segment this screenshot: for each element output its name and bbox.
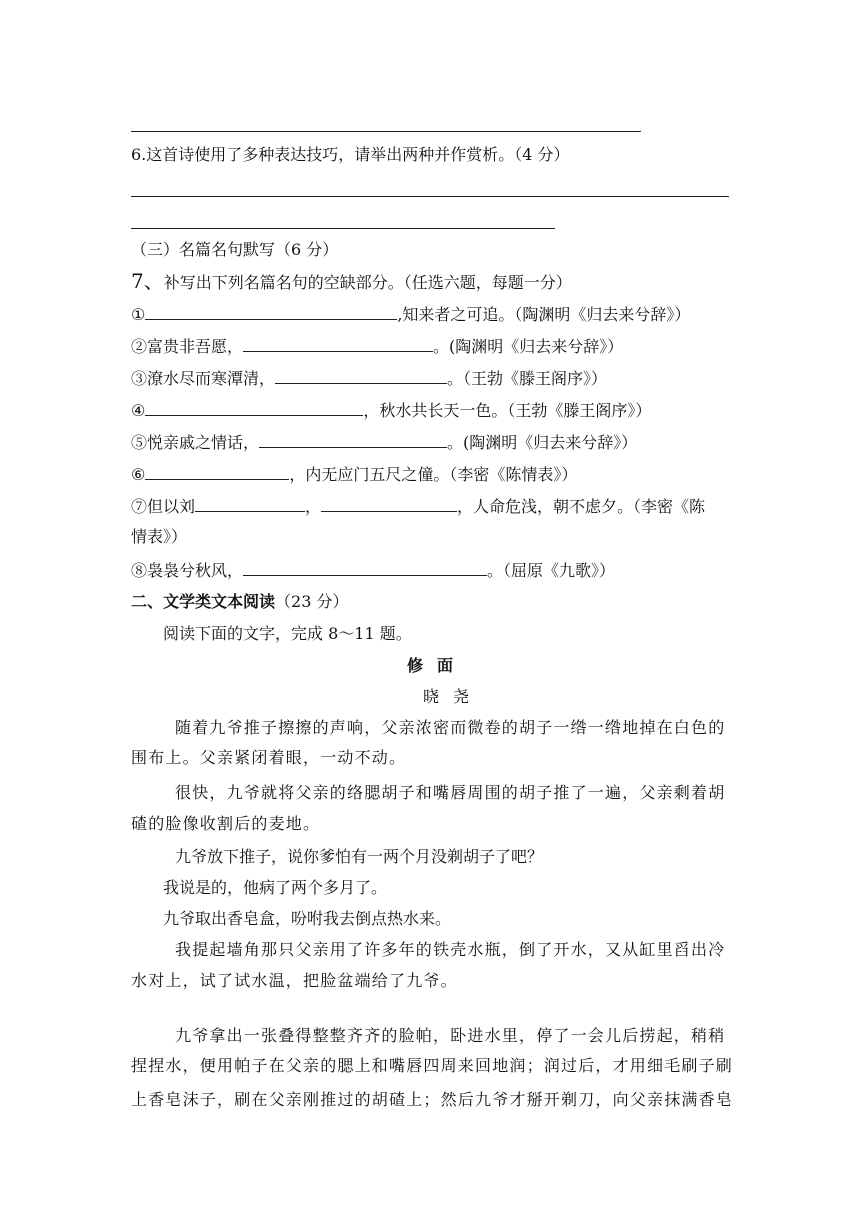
paragraph-3: 九爷放下推子，说你爹怕有一两个月没剃胡子了吧？ [175,847,544,866]
paragraph-2-line-1: 很快，九爷就将父亲的络腮胡子和嘴唇周围的胡子推了一遍，父亲剩着胡 [175,783,726,802]
paragraph-6-line-1: 我提起墙角那只父亲用了许多年的铁壳水瓶，倒了开水，又从缸里舀出冷 [175,940,726,959]
answer-line [131,196,729,197]
fill-item-7: ⑦但以刘 ， ，人命危浅，朝不虑夕。（李密《陈 [131,497,706,516]
section-heading-3: （三）名篇名句默写（6 分） [131,240,339,259]
question-7-number: 7、 [131,269,164,293]
fill-blank[interactable] [243,336,433,352]
question-6: 6.这首诗使用了多种表达技巧，请举出两种并作赏析。（4 分） [131,145,570,164]
paragraph-7-line-2: 捏捏水，便用帕子在父亲的腮上和嘴唇四周来回地润；润过后，才用细毛刷子刷 [131,1056,734,1075]
fill-item-6: ⑥ ，内无应门五尺之僮。（李密《陈情表》） [131,465,578,484]
question-7-text: 补写出下列名篇名句的空缺部分。（任选六题，每题一分） [163,273,572,292]
answer-line [131,228,555,229]
reading-instruction: 阅读下面的文字，完成 8～11 题。 [163,624,412,643]
paragraph-5: 九爷取出香皂盒，吩咐我去倒点热水来。 [163,909,452,928]
fill-blank[interactable] [145,464,289,480]
paragraph-6-line-2: 水对上，试了试水温，把脸盆端给了九爷。 [131,971,458,990]
fill-blank[interactable] [243,560,487,576]
paragraph-7-line-3: 上香皂沫子，刷在父亲刚推过的胡碴上；然后九爷才掰开剃刀，向父亲抹满香皂 [131,1090,734,1109]
fill-blank[interactable] [259,432,447,448]
fill-item-2: ②富贵非吾愿， 。(陶渊明《归去来兮辞》） [131,337,624,356]
paragraph-1-line-1: 随着九爷推子擦擦的声响，父亲浓密而微卷的胡子一绺一绺地掉在白色的 [175,718,726,737]
article-author: 晓尧 [422,687,483,706]
section-heading-2: 二、文学类文本阅读（23 分） [131,592,349,611]
paragraph-1-line-2: 围布上。父亲紧闭着眼，一动不动。 [131,748,407,767]
fill-item-8: ⑧袅袅兮秋风， 。（屈原《九歌》） [131,561,616,580]
fill-blank[interactable] [275,368,447,384]
fill-item-5: ⑤悦亲戚之情话， 。(陶渊明《归去来兮辞》） [131,433,638,452]
answer-line [131,131,641,132]
article-title: 修面 [406,656,467,675]
fill-item-7-continued: 情表》） [131,527,188,546]
fill-blank[interactable] [195,496,305,512]
paragraph-7-line-1: 九爷拿出一张叠得整整齐齐的脸帕，卧进水里，停了一会儿后捞起，稍稍 [175,1026,726,1045]
fill-blank[interactable] [321,496,457,512]
fill-blank[interactable] [145,304,397,320]
fill-blank[interactable] [145,400,363,416]
fill-item-4: ④ ，秋水共长天一色。（王勃《滕王阁序》） [131,401,652,420]
paragraph-2-line-2: 碴的脸像收割后的麦地。 [131,814,321,833]
fill-item-3: ③潦水尽而寒潭清， 。（王勃《滕王阁序》） [131,369,608,388]
fill-item-1: ① ,知来者之可追。（陶渊明《归去来兮辞》） [131,305,691,324]
question-7 [131,271,572,293]
paragraph-4: 我说是的，他病了两个多月了。 [163,878,388,897]
